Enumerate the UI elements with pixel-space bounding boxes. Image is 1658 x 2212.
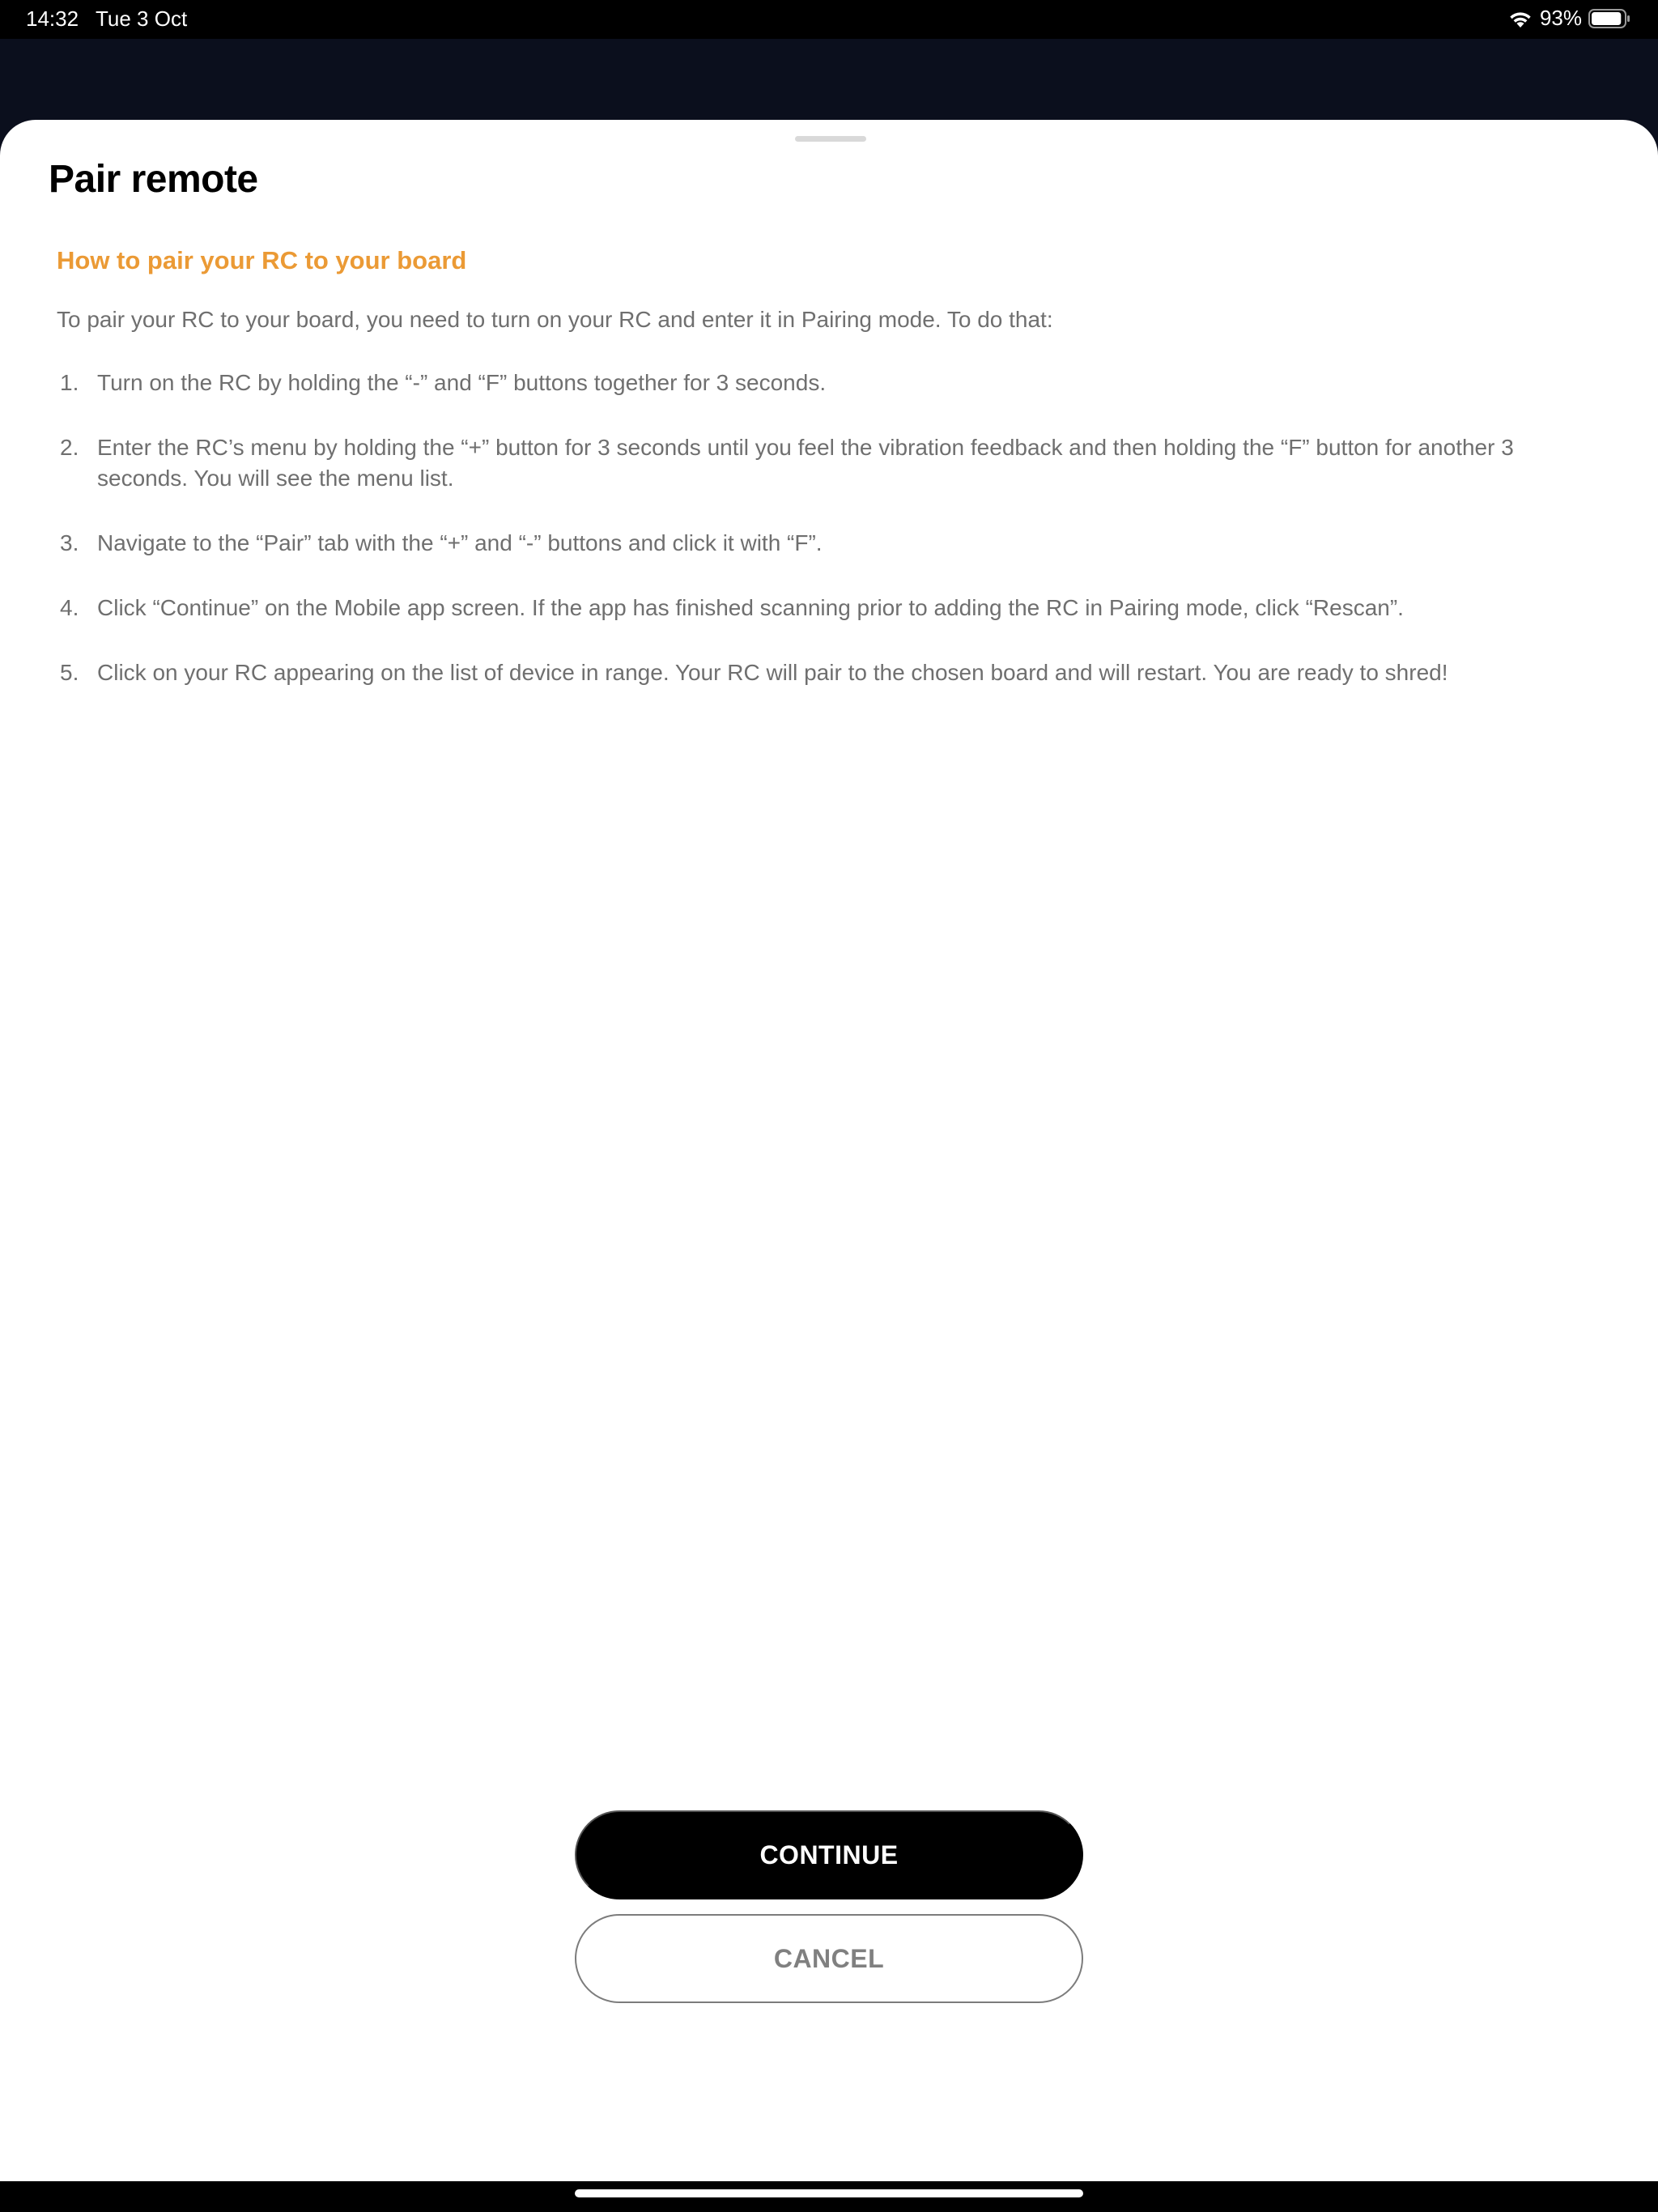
continue-button[interactable]: CONTINUE bbox=[575, 1810, 1083, 1899]
cancel-button[interactable]: CANCEL bbox=[575, 1914, 1083, 2003]
status-date: Tue 3 Oct bbox=[96, 6, 188, 31]
wifi-icon bbox=[1507, 8, 1533, 29]
battery-percentage: 93% bbox=[1539, 6, 1582, 30]
bottom-bar bbox=[0, 2181, 1658, 2212]
list-item bbox=[57, 368, 1595, 398]
step-text: Enter the RC’s menu by holding the “+” button for 3 seconds until you feel the vibration feedback and then holding the “F” button for another 3 seconds. You will see the menu list. bbox=[97, 435, 1514, 491]
intro-text: To pair your RC to your board, you need to turn on your RC and enter it in Pairing mode. To do that: bbox=[57, 307, 1053, 332]
page-title: Pair remote bbox=[49, 158, 258, 201]
step-number: 1. bbox=[60, 370, 79, 395]
step-number: 2. bbox=[60, 435, 79, 460]
step-number: 5. bbox=[60, 660, 79, 685]
list-item bbox=[57, 528, 1595, 559]
sheet-grabber-handle[interactable] bbox=[795, 136, 866, 142]
status-indicators bbox=[1507, 6, 1630, 31]
status-bar bbox=[0, 0, 1658, 39]
step-number: 3. bbox=[60, 530, 79, 555]
battery-icon bbox=[1588, 9, 1630, 28]
section-heading: How to pair your RC to your board bbox=[57, 246, 467, 274]
step-text: Click on your RC appearing on the list of device in range. Your RC will pair to the chosen board and will restart. You are ready to shred! bbox=[97, 660, 1448, 685]
list-item bbox=[57, 432, 1595, 494]
step-text: Click “Continue” on the Mobile app screen. If the app has finished scanning prior to adding the RC in Pairing mode, click “Rescan”. bbox=[97, 595, 1404, 620]
pairing-steps-list bbox=[57, 368, 1595, 722]
list-item bbox=[57, 593, 1595, 623]
home-indicator[interactable] bbox=[575, 2189, 1083, 2197]
status-time: 14:32 bbox=[26, 6, 79, 31]
step-text: Turn on the RC by holding the “-” and “F” buttons together for 3 seconds. bbox=[97, 370, 827, 395]
step-text: Navigate to the “Pair” tab with the “+” and “-” buttons and click it with “F”. bbox=[97, 530, 823, 555]
step-number: 4. bbox=[60, 595, 79, 620]
list-item bbox=[57, 657, 1595, 688]
